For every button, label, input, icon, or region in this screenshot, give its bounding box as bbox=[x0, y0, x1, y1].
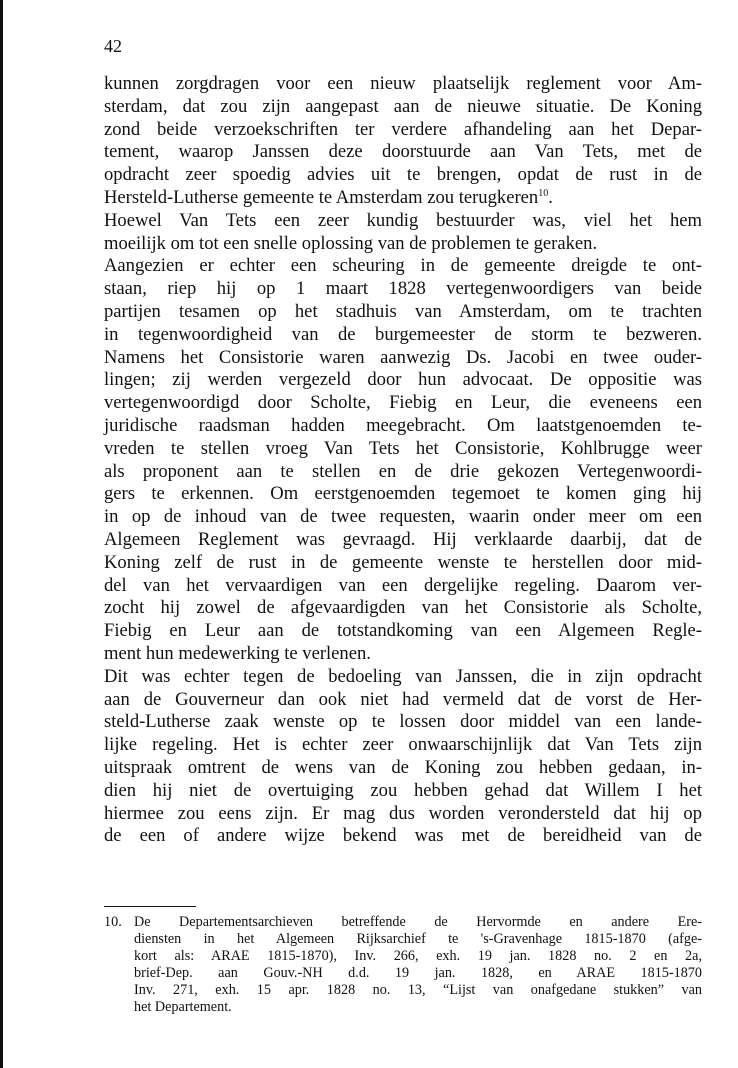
body-line: zond beide verzoekschriften ter verdere afhandeling aan het Depar- bbox=[104, 118, 702, 140]
body-line: in tegenwoordigheid van de burgemeester de storm te bezweren. bbox=[104, 323, 702, 345]
body-line: lingen; zij werden vergezeld door hun advocaat. De oppositie was bbox=[104, 369, 702, 391]
footnote-reference-suffix: . bbox=[548, 186, 553, 208]
body-line: Hoewel Van Tets een zeer kundig bestuurder was, viel het hem bbox=[104, 209, 702, 231]
body-line: partijen tesamen op het stadhuis van Amsterdam, om te trachten bbox=[104, 300, 702, 322]
body-line: Koning zelf de rust in de gemeente wenste te herstellen door mid- bbox=[104, 551, 702, 573]
footnote-line: diensten in het Algemeen Rijksarchief te 's-Gravenhage 1815-1870 (afge- bbox=[134, 931, 702, 948]
footnote-line: De Departementsarchieven betreffende de Hervormde en andere Ere- bbox=[134, 914, 702, 930]
body-line: ment hun medewerking te verlenen. bbox=[104, 642, 371, 664]
body-line: sterdam, dat zou zijn aangepast aan de nieuwe situatie. De Koning bbox=[104, 95, 702, 117]
body-line: kunnen zorgdragen voor een nieuw plaatselijk reglement voor Am- bbox=[104, 73, 702, 94]
body-line: vertegenwoordigd door Scholte, Fiebig en Leur, die eveneens een bbox=[104, 392, 702, 414]
body-line: Dit was echter tegen de bedoeling van Janssen, die in zijn opdracht bbox=[104, 665, 702, 687]
body-line: zocht hij zowel de afgevaardigden van het Consistorie als Scholte, bbox=[104, 597, 702, 619]
body-line: opdracht zeer spoedig advies uit te brengen, opdat de rust in de bbox=[104, 164, 702, 186]
footnote-divider bbox=[104, 906, 196, 907]
body-line: steld-Lutherse zaak wenste op te lossen door middel van een lande- bbox=[104, 711, 702, 733]
body-line: vreden te stellen vroeg Van Tets het Consistorie, Kohlbrugge weer bbox=[104, 437, 702, 459]
footnote-line: Inv. 271, exh. 15 apr. 1828 no. 13, “Lijst van onafgedane stukken” van bbox=[134, 982, 702, 999]
footnote-line: brief-Dep. aan Gouv.-NH d.d. 19 jan. 1828, en ARAE 1815-1870 bbox=[134, 965, 702, 982]
footnote-reference[interactable]: 10 bbox=[538, 187, 549, 199]
body-line: juridische raadsman hadden meegebracht. Om laatstgenoemden te- bbox=[104, 414, 702, 436]
footnote-line: het Departement. bbox=[134, 999, 232, 1016]
body-line: de een of andere wijze bekend was met de bereidheid van de bbox=[104, 825, 702, 847]
body-line: dien hij niet de overtuiging zou hebben gehad dat Willem I het bbox=[104, 779, 702, 801]
body-line: als proponent aan te stellen en de drie gekozen Vertegenwoordi- bbox=[104, 460, 702, 482]
body-line: Algemeen Reglement was gevraagd. Hij verklaarde daarbij, dat de bbox=[104, 528, 702, 550]
body-line: staan, riep hij op 1 maart 1828 vertegenwoordigers van beide bbox=[104, 278, 702, 300]
body-line: hiermee zou eens zijn. Er mag dus worden verondersteld dat hij op bbox=[104, 802, 702, 824]
body-line: del van het vervaardigen van een dergelijke regeling. Daarom ver- bbox=[104, 574, 702, 596]
body-text bbox=[104, 73, 702, 848]
body-line: in op de inhoud van de twee requesten, waarin onder meer om een bbox=[104, 506, 702, 528]
body-line: lijke regeling. Het is echter zeer onwaarschijnlijk dat Van Tets zijn bbox=[104, 734, 702, 756]
body-line: tement, waarop Janssen deze doorstuurde aan Van Tets, met de bbox=[104, 141, 702, 163]
body-line: aan de Gouverneur dan ook niet had vermeld dat de vorst de Her- bbox=[104, 688, 702, 710]
footnote-number: 10. bbox=[104, 914, 122, 930]
body-line: Fiebig en Leur aan de totstandkoming van een Algemeen Regle- bbox=[104, 620, 702, 642]
page-number: 42 bbox=[104, 36, 122, 56]
body-line: moeilijk om tot een snelle oplossing van de problemen te geraken. bbox=[104, 232, 598, 254]
body-line: Namens het Consistorie waren aanwezig Ds. Jacobi en twee ouder- bbox=[104, 346, 702, 368]
body-line: gers te erkennen. Om eerstgenoemden tegemoet te komen ging hij bbox=[104, 483, 702, 505]
body-line-text: Hersteld-Lutherse gemeente te Amsterdam zou terugkeren bbox=[104, 186, 539, 208]
body-line: Aangezien er echter een scheuring in de gemeente dreigde te ont- bbox=[104, 255, 702, 277]
footnote-line: kort als: ARAE 1815-1870), Inv. 266, exh. 19 jan. 1828 no. 2 en 2a, bbox=[134, 948, 702, 965]
body-line: uitspraak omtrent de wens van de Koning zou hebben gedaan, in- bbox=[104, 756, 702, 778]
body-line bbox=[104, 187, 702, 210]
footnote-text bbox=[134, 914, 702, 1017]
page-margin-bar bbox=[0, 0, 3, 1068]
